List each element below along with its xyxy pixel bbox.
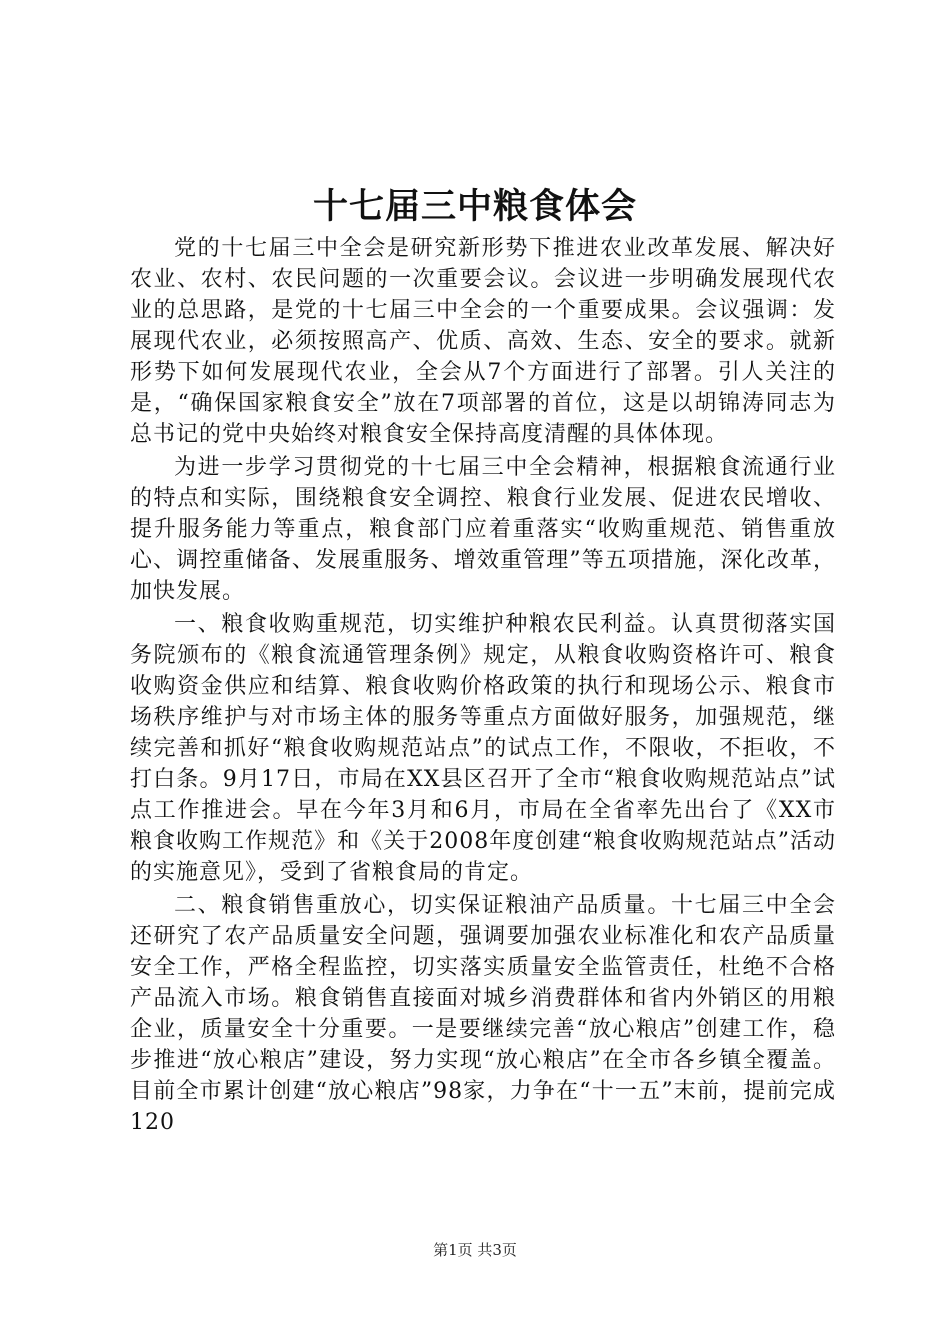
paragraph-3: 一、粮食收购重规范，切实维护种粮农民利益。认真贯彻落实国务院颁布的《粮食流通管理条例》规定，从粮食收购资格许可、粮食收购资金供应和结算、粮食收购价格政策的执行和现场公示、粮食市场秩序维护与对市场主体的服务等重点方面做好服务，加强规范，继续完善和抓好“粮食收购规范站点”的试点工作，不限收，不拒收，不打白条。9月17日，市局在XX县区召开了全市“粮食收购规范站点”试点工作推进会。早在今年3月和6月，市局在全省率先出台了《XX市粮食收购工作规范》和《关于2008年度创建“粮食收购规范站点”活动的实施意见》，受到了省粮食局的肯定。	[130, 612, 836, 885]
paragraph-1: 党的十七届三中全会是研究新形势下推进农业改革发展、解决好农业、农村、农民问题的一次重要会议。会议进一步明确发展现代农业的总思路，是党的十七届三中全会的一个重要成果。会议强调：发展现代农业，必须按照高产、优质、高效、生态、安全的要求。就新形势下如何发展现代农业，全会从7个方面进行了部署。引人关注的是，“确保国家粮食安全”放在7项部署的首位，这是以胡锦涛同志为总书记的党中央始终对粮食安全保持高度清醒的具体体现。	[130, 236, 836, 447]
paragraph-2: 为进一步学习贯彻党的十七届三中全会精神，根据粮食流通行业的特点和实际，围绕粮食安全调控、粮食行业发展、促进农民增收、提升服务能力等重点，粮食部门应着重落实“收购重规范、销售重放心、调控重储备、发展重服务、增效重管理”等五项措施，深化改革，加快发展。	[130, 455, 836, 604]
page-number-footer: 第1页 共3页	[433, 1241, 517, 1259]
document-body	[130, 233, 836, 1138]
document-title: 十七届三中粮食体会	[312, 186, 637, 227]
paragraph-4: 二、粮食销售重放心，切实保证粮油产品质量。十七届三中全会还研究了农产品质量安全问题，强调要加强农业标准化和农产品质量安全工作，严格全程监控，切实落实质量安全监管责任，杜绝不合格产品流入市场。粮食销售直接面对城乡消费群体和省内外销区的用粮企业，质量安全十分重要。一是要继续完善“放心粮店”创建工作，稳步推进“放心粮店”建设，努力实现“放心粮店”在全市各乡镇全覆盖。目前全市累计创建“放心粮店”98家，力争在“十一五”末前，提前完成120	[130, 893, 836, 1135]
